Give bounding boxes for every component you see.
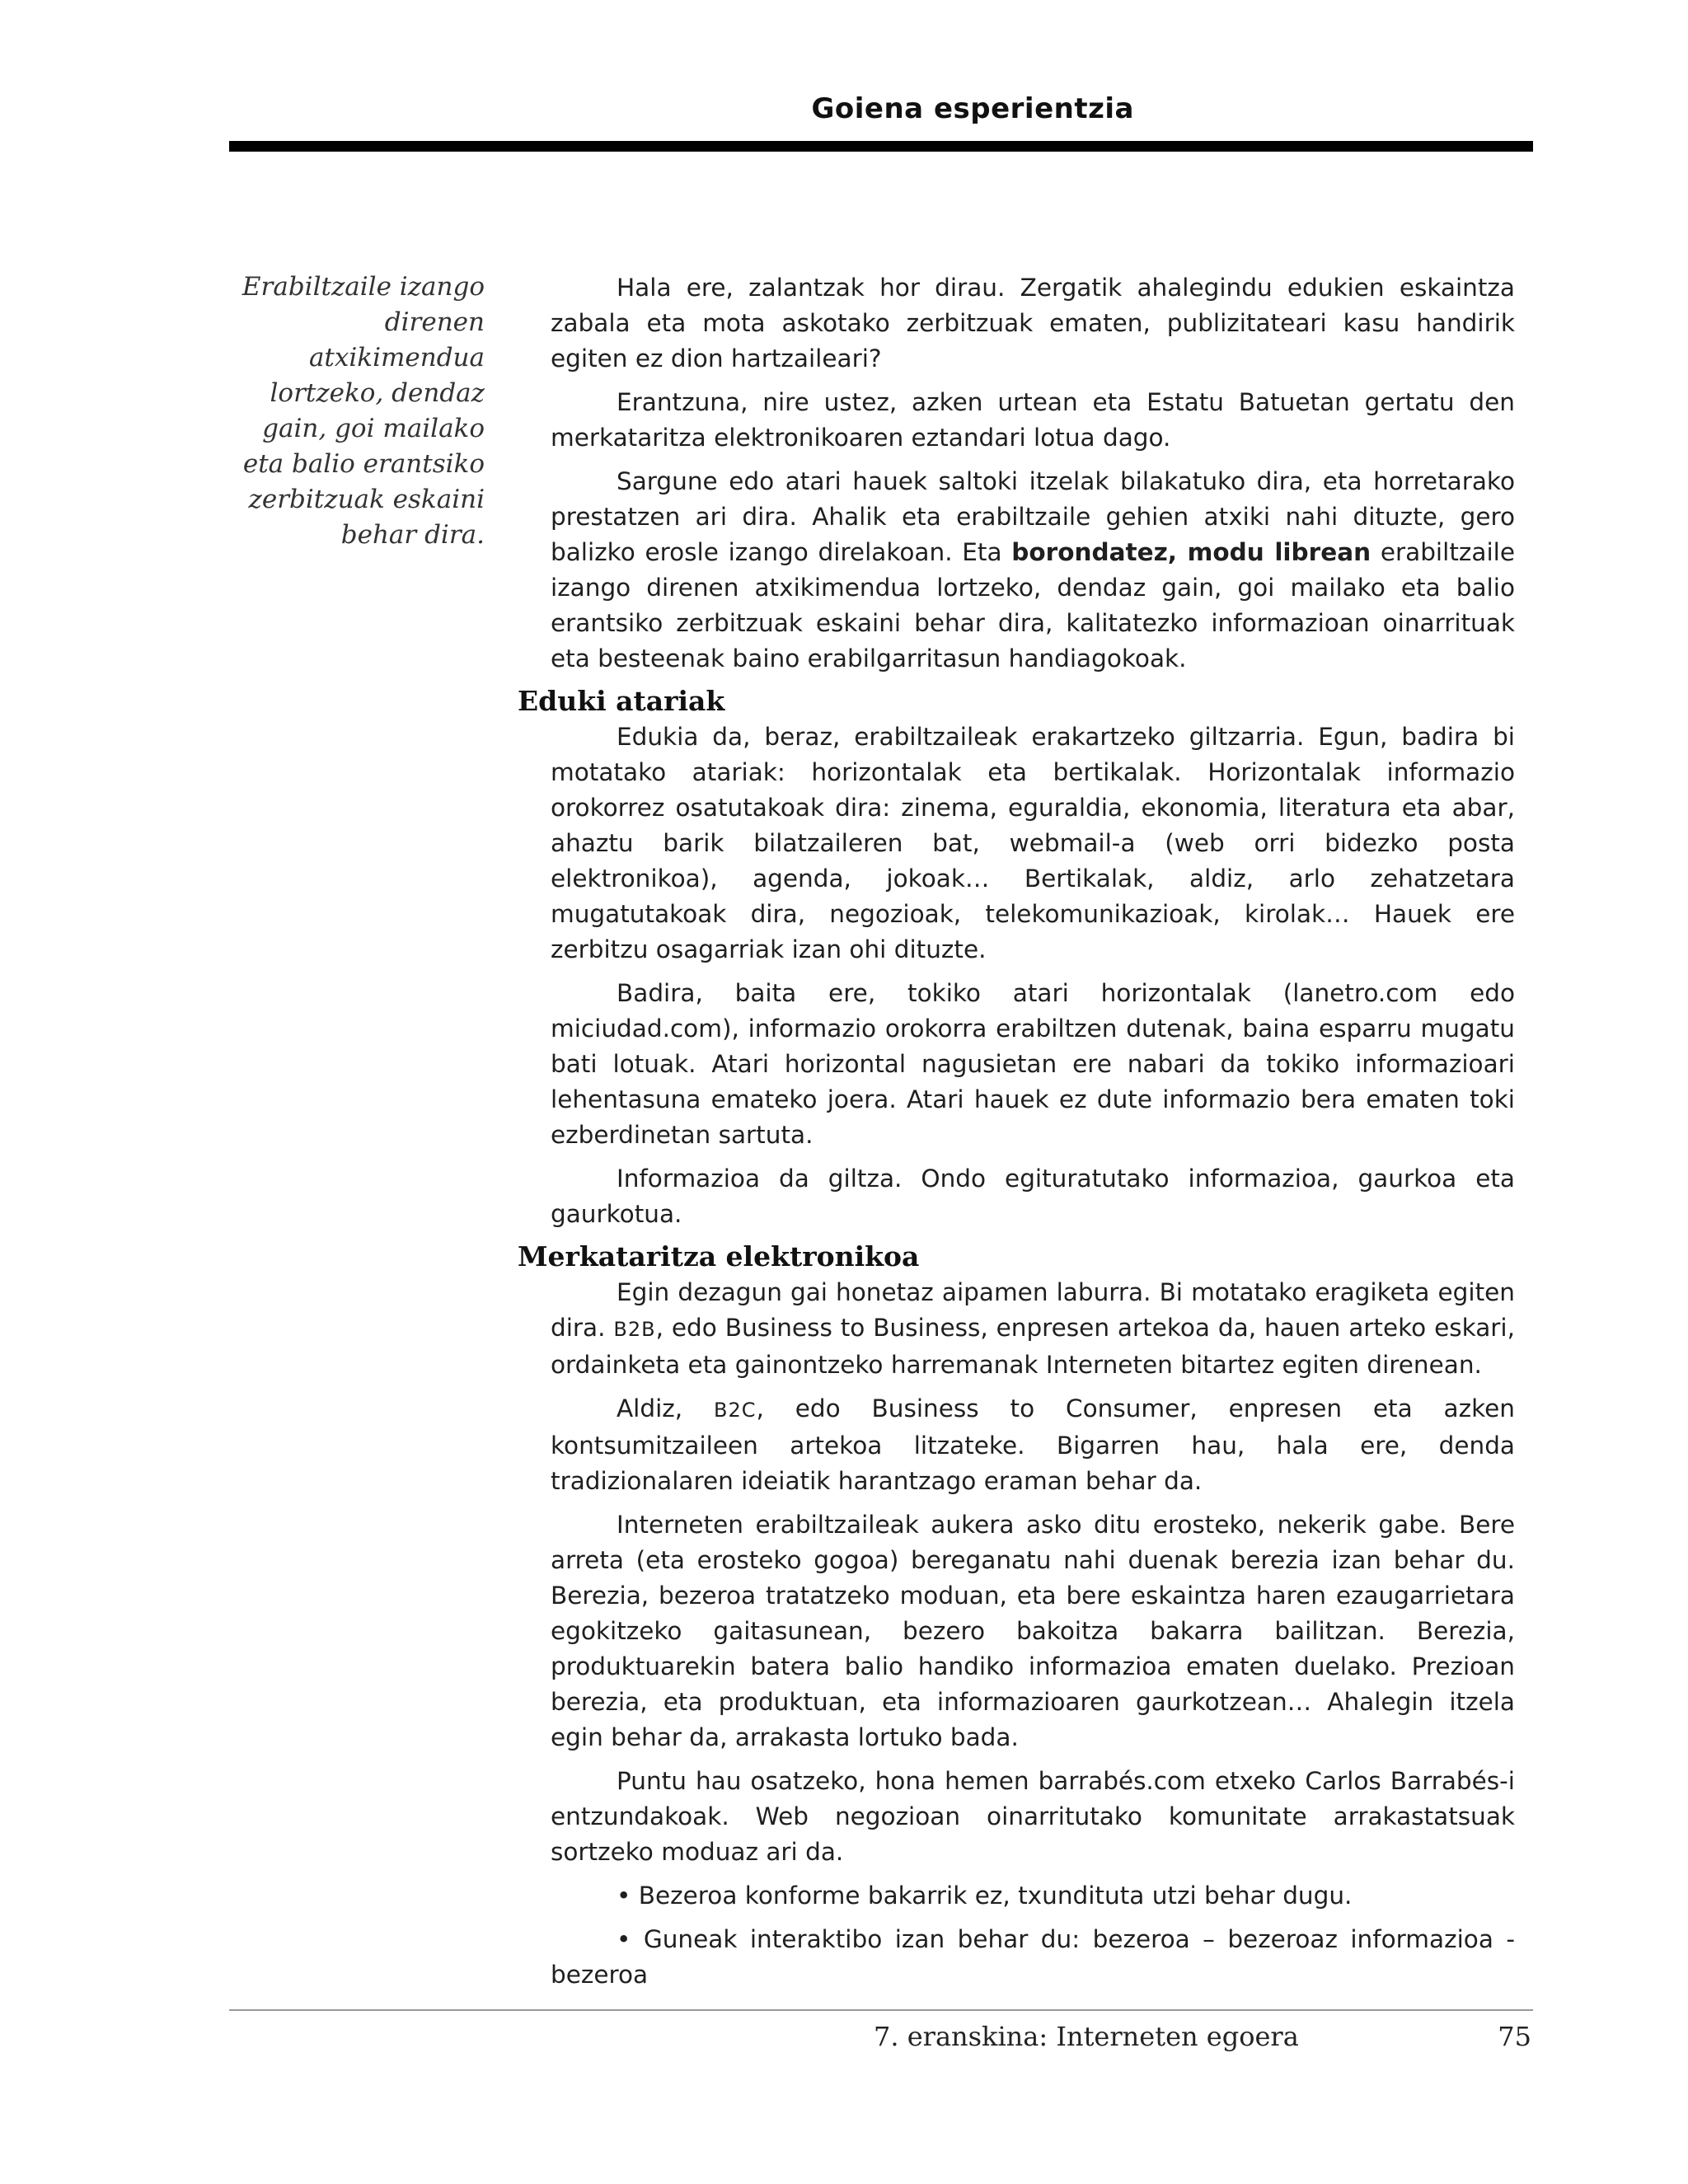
text-span: Egin dezagun gai honetaz aipamen laburra. Bi motatako eragiketa egiten dira. <box>551 1278 1515 1342</box>
footer-rule <box>229 2009 1533 2011</box>
paragraph <box>551 1275 1515 1383</box>
bullet-item: • Bezeroa konforme bakarrik ez, txundituta utzi behar dugu. <box>617 1882 1353 1910</box>
paragraph <box>551 464 1515 677</box>
paragraph: Edukia da, beraz, erabiltzaileak erakartzeko giltzarria. Egun, badira bi motatako atariak: horizontalak eta bertikalak. Horizontalak informazio orokorrez osatutakoak dira: zinema, eguraldia, ekonomia, literatura eta abar, ahaztu barik bilatzaileren bat, webmail-a (web orri bidezko posta elektronikoa), agenda, jokoak… Bertikalak, aldiz, arlo zehatzetara mugatutakoak dira, negozioak, telekomunikazioak, kirolak… Hauek ere zerbitzu osagarriak izan ohi dituzte. <box>551 723 1515 963</box>
text-span: Aldiz, <box>617 1394 715 1422</box>
page-number: 75 <box>1498 2021 1531 2052</box>
running-header: Goiena esperientzia <box>811 92 1134 125</box>
paragraph: Interneten erabiltzaileak aukera asko ditu erosteko, nekerik gabe. Bere arreta (eta erosteko gogoa) bereganatu nahi duenak berezia izan behar du. Berezia, bezeroa tratatzeko moduan, eta bere eskaintza haren ezaugarrietara egokitzeko gaitasunean, bezero bakoitza bakarra bailitzan. Berezia, produktuarekin batera balio handiko informazioa ematen duelako. Prezioan berezia, eta produktuan, eta informazioaren gaurkotzean… Ahalegin itzela egin behar da, arrakasta lortuko bada. <box>551 1511 1515 1751</box>
bold-emphasis: borondatez, modu librean <box>1011 538 1372 566</box>
text-span: , edo Business to Business, enpresen artekoa da, hauen arteko eskari, ordainketa eta gainontzeko harremanak Interneten bitartez egiten direnean. <box>551 1314 1515 1379</box>
main-text-column <box>518 270 1516 2001</box>
paragraph <box>551 1391 1515 1499</box>
text-span: erabiltzaile izango direnen atxikimendua lortzeko, dendaz gain, goi mailako eta balio erantsiko zerbitzuak eskaini behar dira, kalitatezko informazioan oinarrituak eta besteenak baino erabilgarritasun handiagokoak. <box>551 538 1515 673</box>
paragraph: Hala ere, zalantzak hor dirau. Zergatik ahalegindu edukien eskaintza zabala eta mota askotako zerbitzuak ematen, publizitateari kasu handirik egiten ez dion hartzaileari? <box>551 274 1515 373</box>
paragraph: Informazioa da giltza. Ondo egituratutako informazioa, gaurkoa eta gaurkotua. <box>551 1165 1515 1228</box>
paragraph: Badira, baita ere, tokiko atari horizontalak (lanetro.com edo miciudad.com), informazio orokorra erabiltzen dutenak, baina esparru mugatu bati lotuak. Atari horizontal nagusietan ere nabari da tokiko informazioari lehentasuna emateko joera. Atari hauek ez dute informazio bera ematen toki ezberdinetan sartuta. <box>551 979 1515 1149</box>
section-heading: Merkataritza elektronikoa <box>518 1240 920 1272</box>
text-span: , edo Business to Consumer, enpresen eta azken kontsumitzaileen artekoa litzateke. Bigarren hau, hala ere, denda tradizionalaren ideiatik harantzago eraman behar da. <box>551 1394 1516 1495</box>
paragraph: Erantzuna, nire ustez, azken urtean eta Estatu Batuetan gertatu den merkataritza elektronikoaren eztandari lotua dago. <box>551 388 1515 452</box>
margin-pull-quote: Erabiltzaile izango direnen atxikimendua lortzeko, dendaz gain, goi mailako eta balio erantsiko zerbitzuak eskaini behar dira. <box>241 272 485 550</box>
paragraph: Puntu hau osatzeko, hona hemen barrabés.com etxeko Carlos Barrabés-i entzundakoak. Web negozioan oinarritutako komunitate arrakastatsuak sortzeko moduaz ari da. <box>551 1767 1515 1866</box>
abbreviation: B2C <box>714 1399 757 1422</box>
section-heading: Eduki atariak <box>518 685 725 717</box>
bullet-item: • Guneak interaktibo izan behar du: bezeroa – bezeroaz informazioa - bezeroa <box>551 1925 1515 1989</box>
abbreviation: B2B <box>613 1318 656 1341</box>
footer-chapter-title: 7. eranskina: Interneten egoera <box>874 2021 1299 2052</box>
text-span: Sargune edo atari hauek saltoki itzelak bilakatuko dira, eta horretarako prestatzen ari dira. Ahalik eta erabiltzaile gehien atxiki nahi dituzte, gero balizko erosle izango direlakoan. Eta <box>551 467 1515 566</box>
header-rule <box>229 141 1533 152</box>
